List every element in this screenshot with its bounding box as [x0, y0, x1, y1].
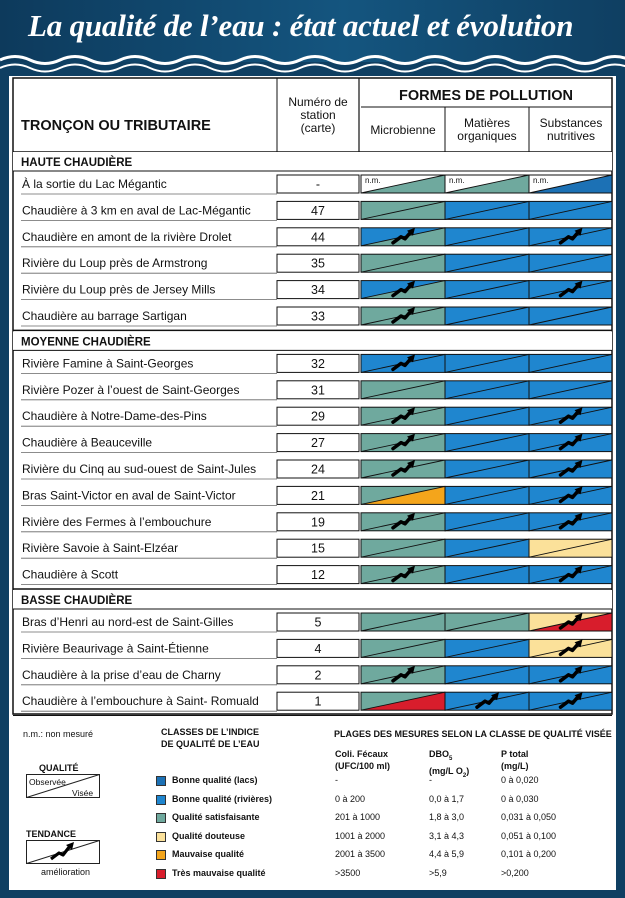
- col-header-microbial: Microbienne: [370, 123, 436, 137]
- station-number: 2: [314, 668, 322, 683]
- legend-swatch: [156, 795, 166, 805]
- col-header-station: station: [300, 108, 336, 122]
- col-header-station: (carte): [300, 121, 336, 135]
- classes-title: CLASSES DE L’INDICE DE QUALITÉ DE L’EAU: [161, 727, 260, 749]
- segment-name: Rivière Pozer à l’ouest de Saint-Georges: [22, 382, 240, 397]
- col-header-nutrients: nutritives: [546, 129, 596, 143]
- quality-table: [9, 76, 616, 716]
- col-header-pollution: FORMES DE POLLUTION: [399, 88, 573, 104]
- legend-ptotal-range: 0 à 0,030: [501, 793, 539, 804]
- ranges-title: PLAGES DES MESURES SELON LA CLASSE DE QUALITÉ VISÉE: [334, 729, 612, 739]
- segment-name: Rivière Savoie à Saint-Elzéar: [22, 541, 179, 556]
- legend-dbo-range: 0,0 à 1,7: [429, 793, 465, 804]
- segment-name: Chaudière à 3 km en aval de Lac-Mégantic: [22, 203, 251, 218]
- segment-name: Rivière Beaurivage à Saint-Étienne: [22, 641, 209, 656]
- col-coli-header: Coli. Fécaux (UFC/100 ml): [335, 749, 391, 771]
- segment-name: Chaudière à Beauceville: [22, 435, 153, 450]
- nm-label: n.m.: [449, 176, 465, 185]
- station-number: 33: [311, 309, 325, 324]
- legend-class-label: Très mauvaise qualité: [172, 868, 266, 878]
- segment-name: À la sortie du Lac Mégantic: [22, 177, 167, 191]
- legend-ptotal-range: >0,200: [501, 868, 529, 878]
- section-title: MOYENNE CHAUDIÈRE: [21, 336, 151, 349]
- segment-name: Bras Saint-Victor en aval de Saint-Victor: [22, 488, 236, 503]
- col-header-nutrients: Substances: [539, 116, 603, 130]
- station-number: 34: [311, 283, 325, 298]
- segment-name: Rivière Famine à Saint-Georges: [22, 356, 194, 371]
- segment-name: Rivière des Fermes à l’embouchure: [22, 514, 212, 529]
- tendance-key-icon: [26, 840, 100, 864]
- segment-name: Rivière du Cinq au sud-ouest de Saint-Jules: [22, 462, 257, 476]
- nm-label: n.m.: [533, 176, 549, 185]
- station-number: -: [315, 177, 321, 192]
- legend-coli-range: -: [335, 775, 338, 785]
- station-number: 31: [311, 383, 325, 398]
- legend-ptotal-range: 0,051 à 0,100: [501, 830, 557, 841]
- qualite-title: QUALITÉ: [39, 763, 79, 773]
- station-number: 32: [311, 356, 325, 371]
- legend-coli-range: >3500: [335, 868, 361, 878]
- station-number: 21: [311, 488, 325, 503]
- station-number: 15: [311, 541, 325, 556]
- legend-class-label: Qualité douteuse: [172, 830, 246, 841]
- segment-name: Chaudière à l’embouchure à Saint- Romuald: [22, 694, 259, 709]
- legend-coli-range: 1001 à 2000: [335, 830, 386, 841]
- legend-swatch: [156, 832, 166, 842]
- segment-name: Chaudière à Notre-Dame-des-Pins: [22, 409, 207, 424]
- legend-coli-range: 0 à 200: [335, 793, 366, 804]
- legend-class-label: Bonne qualité (rivières): [172, 793, 273, 804]
- legend-swatch: [156, 869, 166, 879]
- segment-name: Chaudière au barrage Sartigan: [22, 309, 187, 323]
- section-title: HAUTE CHAUDIÈRE: [21, 157, 133, 169]
- station-number: 5: [314, 615, 322, 630]
- station-number: 47: [311, 203, 325, 218]
- legend-ptotal-range: 0,101 à 0,200: [501, 849, 557, 860]
- nm-note: n.m.: non mesuré: [23, 729, 94, 739]
- legend-dbo-range: 4,4 à 5,9: [429, 849, 465, 860]
- segment-name: Chaudière en amont de la rivière Drolet: [22, 229, 232, 244]
- nm-label: n.m.: [365, 176, 381, 185]
- legend-coli-range: 2001 à 3500: [335, 849, 386, 860]
- legend-dbo-range: 1,8 à 3,0: [429, 812, 465, 823]
- col-header-organic: organiques: [457, 129, 517, 143]
- segment-name: Rivière du Loup près de Armstrong: [22, 256, 208, 271]
- segment-name: Bras d’Henri au nord-est de Saint-Gilles: [22, 615, 234, 629]
- segment-name: Chaudière à la prise d’eau de Charny: [22, 667, 221, 682]
- col-ptotal-header: P total (mg/L): [501, 749, 529, 771]
- col-header-segment: TRONÇON OU TRIBUTAIRE: [21, 118, 211, 134]
- page-title: La qualité de l’eau : état actuel et évolution: [28, 8, 574, 43]
- amelioration-label: amélioration: [41, 867, 91, 877]
- station-number: 44: [311, 230, 325, 245]
- station-number: 1: [314, 694, 322, 709]
- legend-dbo-range: -: [429, 775, 432, 785]
- legend-coli-range: 201 à 1000: [335, 812, 381, 823]
- station-number: 35: [311, 256, 325, 271]
- station-number: 24: [311, 462, 325, 477]
- station-number: 12: [311, 568, 325, 583]
- legend-ptotal-range: 0,031 à 0,050: [501, 812, 557, 823]
- station-number: 19: [311, 515, 325, 530]
- section-title: BASSE CHAUDIÈRE: [21, 595, 133, 607]
- content-panel: [9, 76, 616, 890]
- legend-ptotal-range: 0 à 0,020: [501, 775, 539, 785]
- station-number: 29: [311, 409, 325, 424]
- segment-name: Chaudière à Scott: [22, 567, 119, 582]
- visee-label: Visée: [72, 788, 94, 798]
- station-number: 27: [311, 436, 325, 451]
- legend-class-label: Mauvaise qualité: [172, 849, 245, 860]
- legend-swatch: [156, 850, 166, 860]
- legend-class-label: Qualité satisfaisante: [172, 812, 260, 823]
- observee-label: Observée: [29, 777, 66, 787]
- legend-dbo-range: >5,9: [429, 868, 447, 878]
- legend-dbo-range: 3,1 à 4,3: [429, 830, 465, 841]
- station-number: 4: [314, 641, 322, 656]
- legend-swatch: [156, 813, 166, 823]
- legend-swatch: [156, 776, 166, 786]
- col-header-organic: Matières: [463, 116, 511, 130]
- tendance-title: TENDANCE: [26, 829, 77, 839]
- col-header-station: Numéro de: [288, 95, 348, 109]
- legend-class-label: Bonne qualité (lacs): [172, 775, 258, 785]
- wave-divider: [0, 50, 625, 76]
- col-dbo-header: $DBO_5$ (mg/L $O_2$): [429, 749, 470, 779]
- segment-name: Rivière du Loup près de Jersey Mills: [22, 282, 216, 297]
